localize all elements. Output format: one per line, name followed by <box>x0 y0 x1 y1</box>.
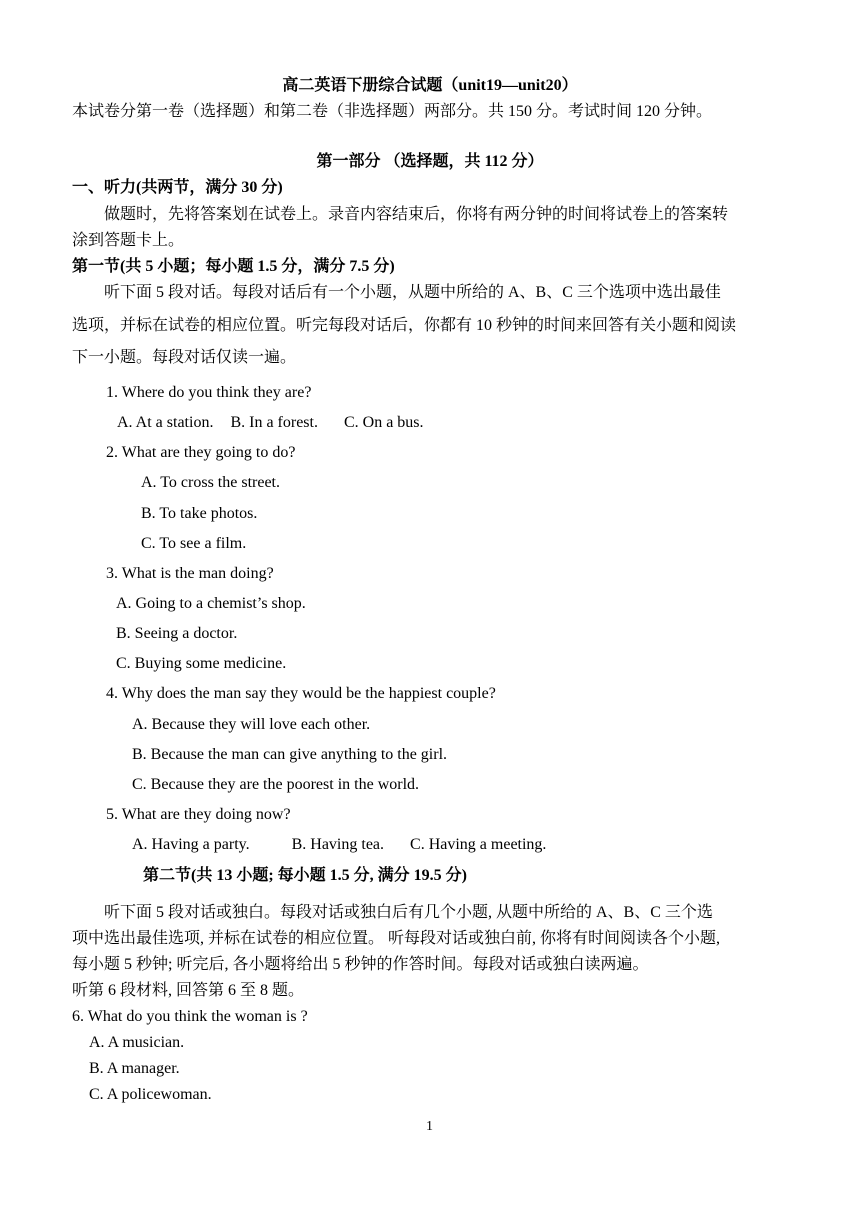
question-2-stem: 2. What are they going to do? <box>106 444 296 461</box>
section1-instruction-3: 下一小题。每段对话仅读一遍。 <box>72 349 297 366</box>
question-5-options <box>132 835 546 855</box>
question-4-stem: 4. Why does the man say they would be the happiest couple? <box>106 685 496 702</box>
question-4-option-c: C. Because they are the poorest in the world. <box>132 776 420 793</box>
question-4-option-a: A. Because they will love each other. <box>132 716 371 733</box>
listening-heading: 一、听力(共两节，满分 30 分) <box>72 179 283 196</box>
section2-instruction-2: 项中选出最佳选项, 并标在试卷的相应位置。 听每段对话或独白前, 你将有时间阅读各个小题, <box>72 930 721 947</box>
question-3-stem: 3. What is the man doing? <box>106 565 274 582</box>
question-1-stem: 1. Where do you think they are? <box>106 384 312 401</box>
question-1-option-c: C. On a bus. <box>343 414 424 431</box>
question-2-option-c: C. To see a film. <box>141 535 247 552</box>
question-6-stem: 6. What do you think the woman is ? <box>72 1008 308 1025</box>
material-note: 听第 6 段材料, 回答第 6 至 8 题。 <box>72 982 305 999</box>
listening-instruction-2: 涂到答题卡上。 <box>72 232 185 249</box>
question-4-option-b: B. Because the man can give anything to the girl. <box>132 746 448 763</box>
section1-heading: 第一节(共 5 小题；每小题 1.5 分，满分 7.5 分) <box>72 258 395 275</box>
section2-heading: 第二节(共 13 小题; 每小题 1.5 分, 满分 19.5 分) <box>143 867 467 884</box>
question-6-option-c: C. A policewoman. <box>89 1086 212 1103</box>
exam-title: 高二英语下册综合试题（unit19—unit20） <box>282 77 578 94</box>
section2-instruction-3: 每小题 5 秒钟; 听完后, 各小题将给出 5 秒钟的作答时间。每段对话或独白读两遍。 <box>72 956 649 973</box>
question-3-option-c: C. Buying some medicine. <box>116 655 287 672</box>
question-5-option-a: A. Having a party. <box>132 836 250 853</box>
question-2-option-b: B. To take photos. <box>141 505 258 522</box>
listening-instruction-1: 做题时，先将答案划在试卷上。录音内容结束后，你将有两分钟的时间将试卷上的答案转 <box>104 206 729 223</box>
question-1-option-a: A. At a station. <box>117 414 214 431</box>
part1-heading: 第一部分 （选择题，共 112 分） <box>316 153 544 170</box>
question-3-option-b: B. Seeing a doctor. <box>116 625 238 642</box>
exam-intro: 本试卷分第一卷（选择题）和第二卷（非选择题）两部分。共 150 分。考试时间 120 分钟。 <box>72 103 713 120</box>
page-number: 1 <box>426 1119 433 1134</box>
question-2-option-a: A. To cross the street. <box>141 474 280 491</box>
section1-instruction-1: 听下面 5 段对话。每段对话后有一个小题，从题中所给的 A、B、C 三个选项中选出最佳 <box>104 284 721 301</box>
question-3-option-a: A. Going to a chemist’s shop. <box>116 595 306 612</box>
question-6-option-a: A. A musician. <box>89 1034 185 1051</box>
question-1-option-b: B. In a forest. <box>230 414 318 431</box>
question-5-option-b: B. Having tea. <box>291 836 385 853</box>
question-5-stem: 5. What are they doing now? <box>106 806 291 823</box>
question-6-option-b: B. A manager. <box>89 1060 180 1077</box>
section1-instruction-2: 选项，并标在试卷的相应位置。听完每段对话后，你都有 10 秒钟的时间来回答有关小题和阅读 <box>72 317 737 334</box>
question-1-options <box>117 413 424 433</box>
section2-instruction-1: 听下面 5 段对话或独白。每段对话或独白后有几个小题, 从题中所给的 A、B、C 三个选 <box>104 904 713 921</box>
question-5-option-c: C. Having a meeting. <box>410 836 547 853</box>
